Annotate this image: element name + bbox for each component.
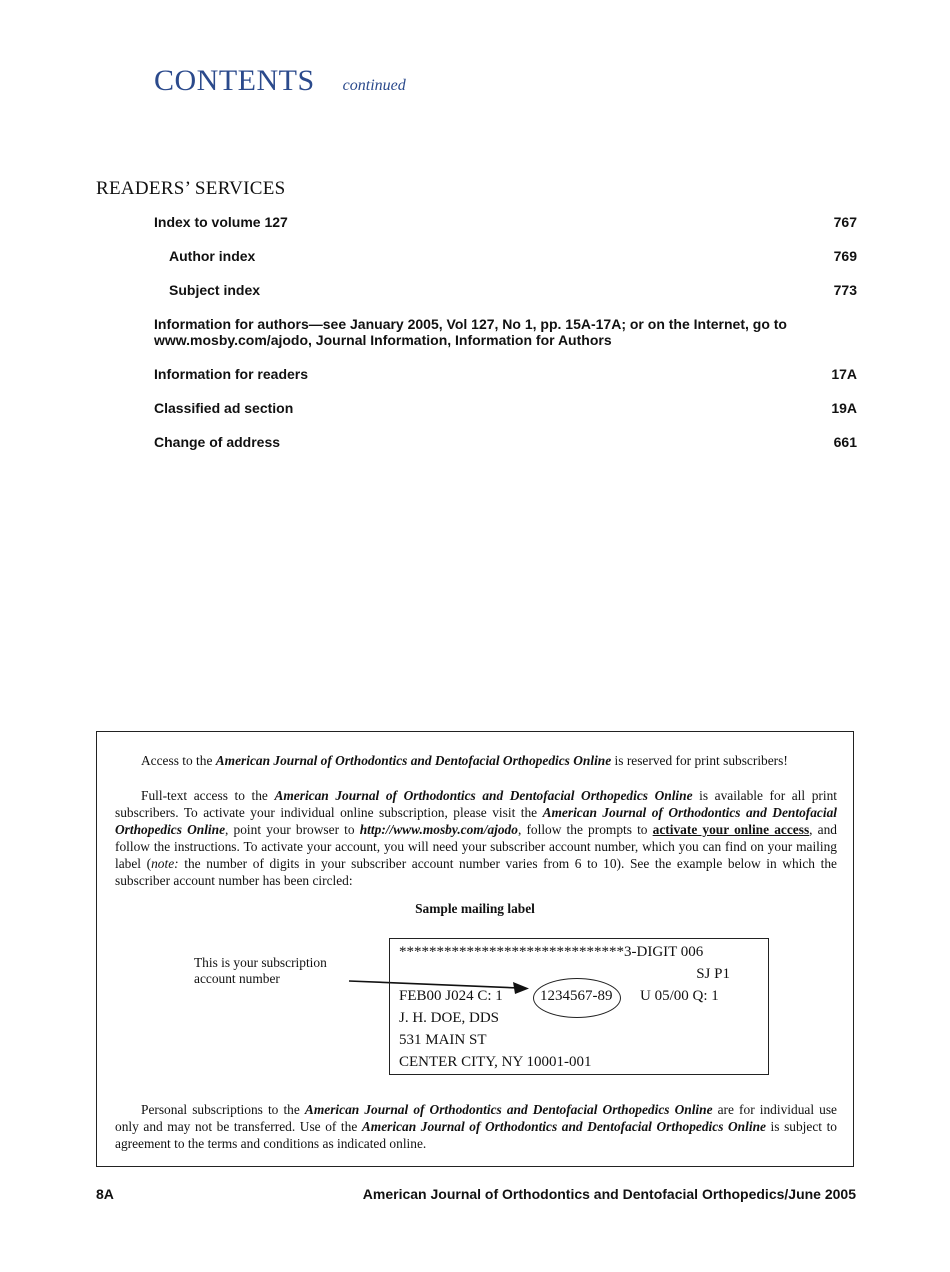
label-line: U 05/00 Q: 1: [640, 988, 719, 1004]
note-label: note:: [151, 856, 179, 871]
toc-entry-label: Information for authors—see January 2005, Vol 127, No 1, pp. 15A-17A; or on the Internet, go to www.mosby.com/ajodo, Journal Information, Information for Authors: [154, 316, 787, 348]
account-number-circle: [533, 978, 621, 1018]
text-run: Access to the: [141, 753, 216, 768]
account-number-callout: [194, 955, 327, 987]
label-line: SJ P1: [696, 966, 730, 982]
text-run: is reserved for print subscribers!: [611, 753, 788, 768]
toc-entry-label: Author index: [169, 248, 256, 264]
label-line: J. H. DOE, DDS: [399, 1010, 500, 1026]
toc-page-number: 661: [833, 434, 857, 450]
text-run: is available for all print subscribers. To activate your individual online subscription, please visit the: [115, 788, 837, 820]
toc-entry-label: Change of address: [154, 434, 281, 450]
toc-page-number: 17A: [831, 366, 857, 382]
label-line: ******************************3-DIGIT 006: [399, 944, 704, 960]
text-run: the number of digits in your subscriber account number varies from 6 to 10). See the example below in which the subscriber account number has been circled:: [115, 856, 837, 888]
toc-entry-label: Classified ad section: [154, 400, 294, 416]
toc-list: [154, 214, 857, 468]
toc-entry-classified[interactable]: [154, 400, 857, 416]
toc-entry-label: Index to volume 127: [154, 214, 288, 230]
sample-mailing-label: [389, 938, 769, 1075]
activate-access-link[interactable]: activate your online access: [652, 822, 810, 837]
journal-url-link[interactable]: http://www.mosby.com/ajodo: [359, 822, 518, 837]
section-title: READERS’ SERVICES: [96, 178, 286, 199]
journal-online-name: American Journal of Orthodontics and Dentofacial Orthopedics Online: [115, 805, 837, 837]
text-run: Full-text access to the: [141, 788, 275, 803]
contents-title: CONTENTS: [154, 64, 315, 97]
journal-online-name: American Journal of Orthodontics and Dentofacial Orthopedics Online: [361, 1119, 766, 1134]
text-run: are for individual use only and may not be transferred. Use of the: [115, 1102, 837, 1134]
text-run: , and follow the instructions. To activate your account, you will need your subscriber account number, which you can find on your mailing label (: [115, 822, 837, 871]
toc-entry-label: Information for readers: [154, 366, 309, 382]
continued-label: continued: [342, 77, 406, 94]
label-line: CENTER CITY, NY 10001-001: [399, 1054, 592, 1070]
toc-page-number: 773: [833, 282, 857, 298]
toc-entry-label: Subject index: [169, 282, 261, 298]
contents-header: [154, 64, 406, 98]
fulltext-paragraph: [115, 787, 837, 889]
journal-online-name: American Journal of Orthodontics and Dentofacial Orthopedics Online: [304, 1102, 713, 1117]
toc-page-number: 769: [833, 248, 857, 264]
account-number: 1234567-89: [540, 988, 613, 1004]
toc-entry-info-authors[interactable]: [154, 316, 857, 348]
sample-label-title: Sample mailing label: [415, 901, 535, 916]
toc-entry-subject-index[interactable]: [154, 282, 857, 298]
text-run: Personal subscriptions to the: [141, 1102, 305, 1117]
journal-online-name: American Journal of Orthodontics and Dentofacial Orthopedics Online: [274, 788, 693, 803]
text-run: , follow the prompts to: [517, 822, 653, 837]
toc-entry-change-address[interactable]: [154, 434, 857, 450]
footer-journal-title: American Journal of Orthodontics and Dentofacial Orthopedics/June 2005: [362, 1186, 856, 1202]
label-line: 531 MAIN ST: [399, 1032, 487, 1048]
callout-line: account number: [194, 971, 280, 986]
toc-entry-info-readers[interactable]: [154, 366, 857, 382]
access-paragraph: [141, 752, 841, 769]
text-run: is subject to agreement to the terms and conditions as indicated online.: [115, 1119, 837, 1151]
label-line: FEB00 J024 C: 1: [399, 988, 503, 1004]
callout-line: This is your subscription: [194, 955, 327, 970]
toc-entry-index[interactable]: [154, 214, 857, 230]
journal-online-name: American Journal of Orthodontics and Dentofacial Orthopedics Online: [215, 753, 612, 768]
text-run: , point your browser to: [225, 822, 360, 837]
personal-subscription-paragraph: [115, 1101, 837, 1152]
footer-page-number: 8A: [96, 1186, 114, 1202]
toc-entry-author-index[interactable]: [154, 248, 857, 264]
toc-page-number: 19A: [831, 400, 857, 416]
toc-page-number: 767: [833, 214, 857, 230]
online-access-notice: [96, 731, 854, 1167]
